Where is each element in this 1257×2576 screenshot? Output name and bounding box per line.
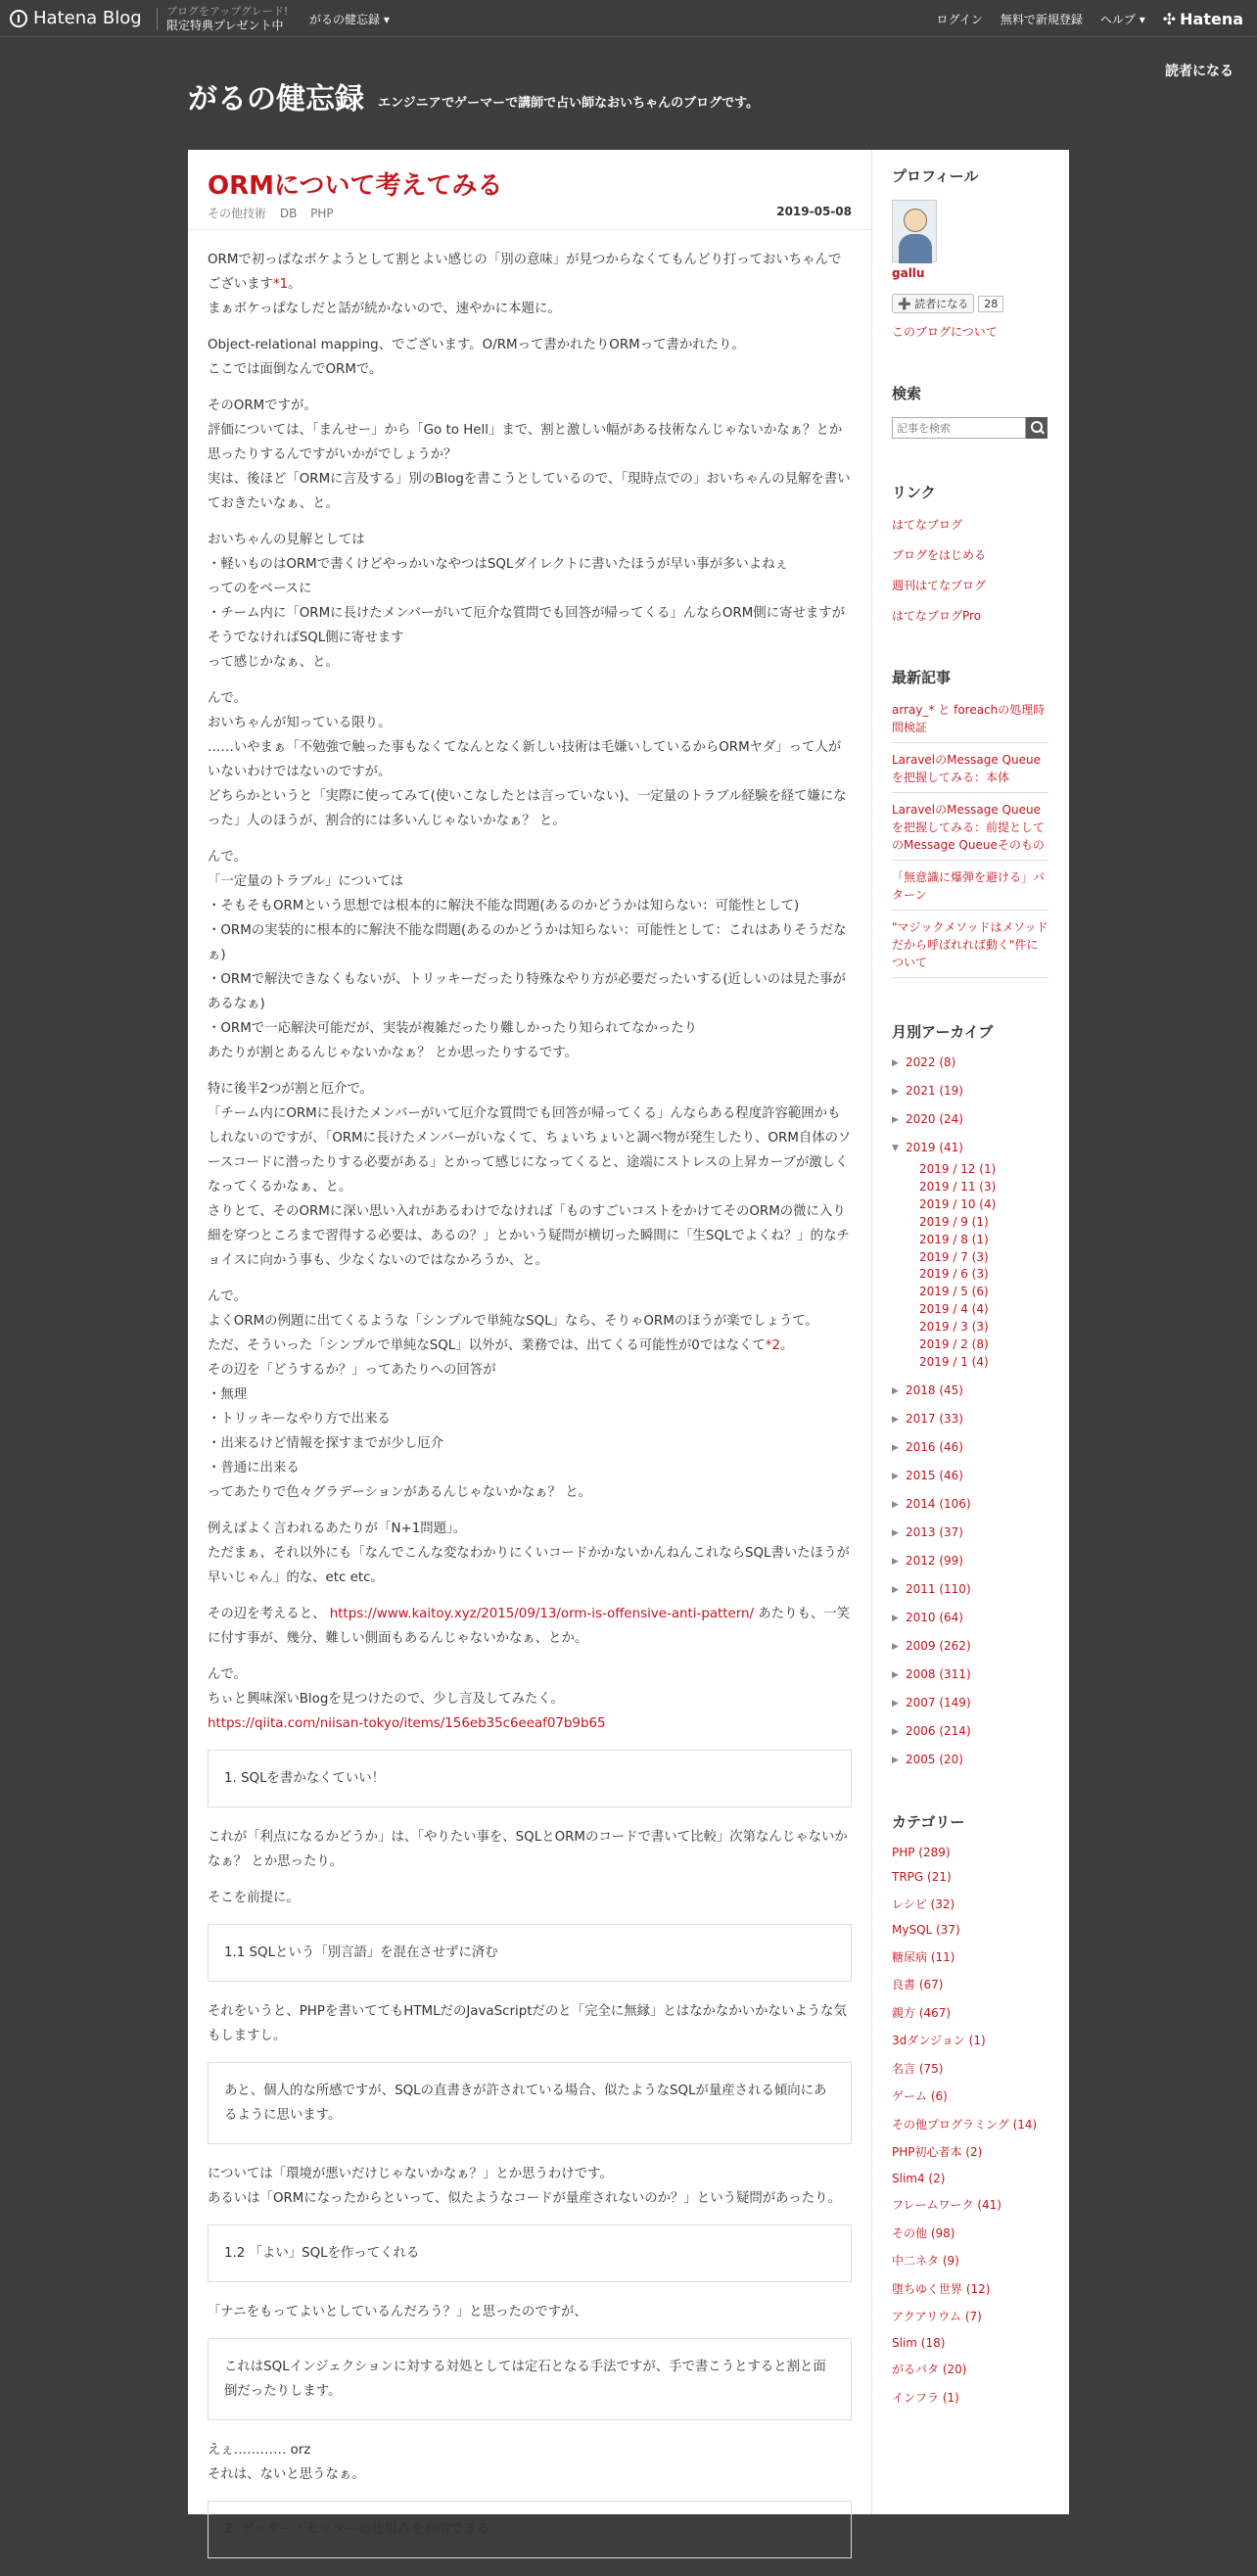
- profile-name[interactable]: gallu: [892, 266, 925, 280]
- external-link-qiita[interactable]: https://qiita.com/niisan-tokyo/items/156eb35c6eeaf07b9b65: [208, 1716, 606, 1731]
- text-line: 特に後半2つが割と厄介で。: [208, 1082, 373, 1097]
- archive-year-label[interactable]: 2018 (45): [906, 1382, 963, 1397]
- category-link[interactable]: 良書 (67): [892, 1978, 944, 1992]
- text-line: 実は、後ほど「ORMに言及する」別のBlogを書こうとしているので、「現時点での」おいちゃんの見解を書いておきたいなぁ、と。: [208, 472, 851, 511]
- text-inline: その辺を考えると、: [208, 1607, 326, 1621]
- expand-triangle-icon[interactable]: ▶: [892, 1613, 899, 1623]
- blog-menu-dropdown[interactable]: がるの健忘録 ▾: [309, 13, 390, 26]
- paragraph: [208, 1886, 852, 1910]
- about-blog-link[interactable]: このブログについて: [892, 325, 998, 339]
- links-title: リンク: [892, 484, 936, 501]
- collapse-triangle-icon[interactable]: ▼: [892, 1144, 899, 1153]
- paragraph: [208, 1663, 852, 1736]
- text-line: それをいうと、PHPを書いててもHTMLだのJavaScriptだのと「完全に無縁」とはなかなかいかないような気もしますし。: [208, 2004, 847, 2043]
- text-line: おいちゃんの見解としては: [208, 533, 365, 547]
- paragraph: [208, 1285, 852, 1505]
- archive-year[interactable]: [892, 1753, 1048, 1768]
- paragraph: [208, 686, 852, 833]
- archive-years-before: [892, 1055, 1048, 1128]
- text-line: Object-relational mapping、でございます。O/RMって書かれたりORMって書かれたり。: [208, 338, 745, 352]
- category-link[interactable]: Slim4 (2): [892, 2171, 946, 2185]
- archive-year[interactable]: [892, 1639, 1048, 1655]
- category-link[interactable]: 糖尿病 (11): [892, 1949, 955, 1964]
- entry-body: [208, 248, 852, 2558]
- upgrade-promo-link[interactable]: [166, 5, 288, 32]
- text-line: どちらかというと「実際に使ってみて(使いこなしたとは言っていない)、一定量のトラブル経験を経て嫌になった」人のほうが、割合的には多いんじゃないかなぁ？ と。: [208, 789, 847, 828]
- expand-triangle-icon[interactable]: ▶: [892, 1385, 899, 1396]
- links-module: [892, 482, 1048, 624]
- signup-link[interactable]: 無料で新規登録: [1000, 13, 1083, 26]
- text-line: んで。: [208, 850, 247, 865]
- expand-triangle-icon[interactable]: ▶: [892, 1755, 899, 1765]
- hatena-home-link[interactable]: [1163, 10, 1243, 28]
- text-line: ・軽いものはORMで書くけどやっかいなやつはSQLダイレクトに書いたほうが早い事が多いよねぇ: [208, 557, 788, 572]
- recent-entry-link[interactable]: LaravelのMessage Queueを把握してみる：前提としてのMessage Queueそのもの: [892, 801, 1048, 861]
- archive-month-link[interactable]: 2019 / 1 (4): [919, 1354, 989, 1369]
- archive-year-label[interactable]: 2014 (106): [906, 1496, 971, 1511]
- paragraph: [208, 1077, 852, 1273]
- archive-year[interactable]: [892, 1667, 1048, 1683]
- text-line: ・出来るけど情報を探すまでが少し厄介: [208, 1436, 444, 1451]
- quote-box: あと、個人的な所感ですが、SQLの直書きが許されている場合、似たようなSQLが量産される傾向にあるように思います。: [208, 2062, 852, 2144]
- search-input[interactable]: [892, 417, 1026, 439]
- text-line: そこを前提に。: [208, 1891, 300, 1905]
- quote-box: 1.2 「よい」SQLを作ってくれる: [208, 2225, 852, 2282]
- text-line: おいちゃんが知っている限り。: [208, 716, 392, 730]
- archive-year-label[interactable]: 2016 (46): [906, 1439, 963, 1454]
- archive-year-label[interactable]: 2022 (8): [906, 1055, 956, 1069]
- text-line: ちぃと興味深いBlogを見つけたので、少し言及してみたく。: [208, 1692, 564, 1707]
- paragraph: [208, 1602, 852, 1651]
- archive-year-label[interactable]: 2010 (64): [906, 1610, 963, 1624]
- category-link[interactable]: その他 (98): [892, 2225, 955, 2240]
- archive-year-label[interactable]: 2015 (46): [906, 1468, 963, 1482]
- category-link[interactable]: フレームワーク (41): [892, 2198, 1001, 2213]
- hatena-label: Hatena: [1180, 10, 1243, 28]
- archive-month-link[interactable]: 2019 / 12 (1): [919, 1162, 997, 1176]
- main-column: [188, 150, 871, 2576]
- external-link-kaitoy[interactable]: https://www.kaitoy.xyz/2015/09/13/orm-is-offensive-anti-pattern/: [329, 1607, 755, 1621]
- text-line: これが「利点になるかどうか」は、「やりたい事を、SQLとORMのコードで書いて比較」次第なんじゃないかなぁ？ とか思ったり。: [208, 1830, 848, 1869]
- recent-list: [892, 701, 1048, 978]
- quote-box: 2. ゲッター・セッターの仕組みを利用できる: [208, 2501, 852, 2558]
- reader-row: [892, 294, 1048, 313]
- text-inline: あたりも、一笑に付す事が、幾分、難しい側面もあるんじゃないかなぁ、とか。: [208, 1607, 851, 1646]
- blog-title[interactable]: がるの健忘録: [188, 82, 364, 117]
- text-line: んで。: [208, 691, 247, 706]
- text-line: 評価については、「まんせー」から「Go to Hell」まで、割と激しい幅がある技術なんじゃないかなぁ？とか思ったりするんですがいかがでしょうか？: [208, 423, 843, 462]
- archive-year[interactable]: [892, 1525, 1048, 1541]
- sidebar: [892, 165, 1048, 2449]
- hatena-blog-logo[interactable]: [10, 8, 142, 28]
- expand-triangle-icon[interactable]: ▶: [892, 1414, 899, 1425]
- text-line: ・ORMで一応解決可能だが、実装が複雑だったり難しかったり知られてなかったり: [208, 1021, 698, 1036]
- archive-month-link[interactable]: 2019 / 9 (1): [919, 1214, 989, 1229]
- profile-title: プロフィール: [892, 167, 979, 185]
- expand-triangle-icon[interactable]: ▶: [892, 1442, 899, 1453]
- text-line: 「チーム内にORMに長けたメンバーがいて厄介な質問でも回答が帰ってくる」んならある程度許容範囲かもしれないのですが、「ORMに長けたメンバーがいなくて、ちょいちょいと調べ物が発生したり、ORM自体のソースコードに潜ったりする必要がある」とかって感じになってくると、途端にストレスの上昇カーブが激しくなってくるかなぁ、と。: [208, 1106, 852, 1194]
- archive-year[interactable]: [892, 1724, 1048, 1740]
- link-item[interactable]: ブログをはじめる: [892, 548, 987, 562]
- expand-triangle-icon[interactable]: ▶: [892, 1471, 899, 1481]
- expand-triangle-icon[interactable]: ▶: [892, 1726, 899, 1737]
- expand-triangle-icon[interactable]: ▶: [892, 1087, 899, 1097]
- entry-title[interactable]: ORMについて考えてみる: [208, 171, 503, 201]
- archive-year-open[interactable]: [892, 1141, 1048, 1156]
- archive-month-link[interactable]: 2019 / 10 (4): [919, 1196, 997, 1211]
- archive-year-label[interactable]: 2009 (262): [906, 1638, 971, 1653]
- header-divider: [157, 8, 158, 29]
- archive-month-link[interactable]: 2019 / 3 (3): [919, 1320, 989, 1335]
- expand-triangle-icon[interactable]: ▶: [892, 1499, 899, 1510]
- text-line: そのORMですが。: [208, 398, 317, 413]
- text-line: さりとて、そのORMに深い思い入れがあるわけでなければ「ものすごいコストをかけてそのORMの微に入り細を穿つところまで習得する必要は、あるの？」とかいう疑問が横切った瞬間に「生SQLでよくね？」的なチョイスに向かう事も、少なくないのではなかろうか、と。: [208, 1204, 850, 1268]
- archive-months: [892, 1161, 1048, 1372]
- entry-category[interactable]: PHP: [310, 207, 334, 220]
- promo-line1: ブログをアップグレード!: [166, 5, 289, 18]
- search-title: 検索: [892, 385, 922, 402]
- footnote-link[interactable]: *1: [272, 277, 289, 292]
- text-line: まぁボケっぱなしだと話が続かないので、速やかに本題に。: [208, 302, 561, 316]
- recent-module: [892, 667, 1048, 978]
- paragraph: [208, 248, 852, 321]
- category-list: [892, 1846, 1048, 2406]
- text-line: については「環境が悪いだけじゃないかなぁ？」とか思うわけです。: [208, 2167, 613, 2181]
- paragraph: [208, 528, 852, 675]
- text-line: ・普通に出来る: [208, 1461, 300, 1475]
- subscriber-count[interactable]: 28: [978, 296, 1003, 312]
- promo-line2: 限定特典プレゼント中: [166, 19, 284, 32]
- text-line: ってのをベースに: [208, 582, 312, 596]
- expand-triangle-icon[interactable]: ▶: [892, 1584, 899, 1595]
- category-link[interactable]: Slim (18): [892, 2335, 946, 2350]
- category-link[interactable]: PHP (289): [892, 1845, 951, 1859]
- archive-year-label[interactable]: 2008 (311): [906, 1666, 971, 1681]
- archive-year-label[interactable]: 2019 (41): [906, 1141, 963, 1154]
- expand-triangle-icon[interactable]: ▶: [892, 1641, 899, 1652]
- archive-year[interactable]: [892, 1084, 1048, 1100]
- category-link[interactable]: ゲーム (6): [892, 2089, 948, 2104]
- text-line: ってあたりで色々グラデーションがあるんじゃないかなぁ？ と。: [208, 1485, 592, 1500]
- text-line: ・そもそもORMという思想では根本的に解決不能な問題(あるのかどうかは知らない：可能性として): [208, 899, 800, 913]
- paragraph: [208, 333, 852, 382]
- category-link[interactable]: インフラ (1): [892, 2390, 959, 2405]
- paragraph: [208, 2438, 852, 2487]
- category-link[interactable]: TRPG (21): [892, 1870, 952, 1885]
- text-line: ・ORMで解決できなくもないが、トリッキーだったり特殊なやり方が必要だったいする(近しいのは見た事があるなぁ): [208, 972, 847, 1011]
- text-line: あるいは「ORMになったからといって、似たようなコードが量産されないのか？」という疑問があったり。: [208, 2191, 841, 2206]
- text-line: んで。: [208, 1667, 247, 1682]
- subscribe-button[interactable]: 読者になる: [1165, 64, 1234, 79]
- archive-year-label[interactable]: 2021 (19): [906, 1084, 963, 1098]
- category-link[interactable]: 名言 (75): [892, 2061, 944, 2076]
- category-module: [892, 1811, 1048, 2406]
- archive-month-link[interactable]: 2019 / 6 (3): [919, 1267, 989, 1282]
- category-link[interactable]: MySQL (37): [892, 1923, 960, 1938]
- content-container: [188, 150, 1069, 2537]
- sidebar-separator: [871, 150, 872, 2514]
- paragraph: [208, 1825, 852, 1874]
- entry-category[interactable]: DB: [279, 207, 298, 220]
- category-link[interactable]: レシピ (32): [892, 1897, 955, 1911]
- hatena-global-header: [0, 0, 1257, 37]
- subscribe-small-button[interactable]: ➕ 読者になる: [892, 294, 974, 313]
- text-line: えぇ………… orz: [208, 2443, 311, 2458]
- text-line: あたりが割とあるんじゃないかなぁ？ とか思ったりするです。: [208, 1046, 578, 1060]
- text-line: その辺を「どうするか？」ってあたりへの回答が: [208, 1363, 496, 1378]
- quote-box: 1. SQLを書かなくていい！: [208, 1750, 852, 1807]
- archive-year[interactable]: [892, 1055, 1048, 1071]
- archive-year-label[interactable]: 2011 (110): [906, 1581, 971, 1596]
- archive-month-link[interactable]: 2019 / 2 (8): [919, 1337, 989, 1352]
- archive-month-link[interactable]: 2019 / 5 (6): [919, 1285, 989, 1299]
- footnote-link[interactable]: *2: [765, 1338, 780, 1353]
- expand-triangle-icon[interactable]: ▶: [892, 1669, 899, 1680]
- text-line: ・チーム内に「ORMに長けたメンバーがいて厄介な質問でも回答が帰ってくる」んならORM側に寄せますがそうでなければSQL側に寄せます: [208, 606, 846, 645]
- help-dropdown[interactable]: ヘルプ ▾: [1099, 13, 1145, 26]
- entry-divider: [188, 229, 871, 230]
- text-line: ただまぁ、それ以外にも「なんでこんな変なわかりにくいコードかかないかんねんこれならSQL書いたほうが早いじゃん」的な、etc etc。: [208, 1546, 850, 1585]
- archive-year[interactable]: [892, 1696, 1048, 1711]
- text-line: ・ORMの実装的に根本的に解決不能な問題(あるのかどうかは知らない：可能性として：これはありそうだなぁ): [208, 923, 847, 962]
- search-form: [892, 417, 1048, 439]
- archive-year[interactable]: [892, 1412, 1048, 1428]
- text-line: 「ナニをもってよいとしているんだろう？」と思ったのですが、: [208, 2305, 587, 2319]
- link-item[interactable]: はてなブログPro: [892, 609, 982, 623]
- expand-triangle-icon[interactable]: ▶: [892, 1556, 899, 1567]
- archive-year[interactable]: [892, 1554, 1048, 1569]
- archive-year[interactable]: [892, 1497, 1048, 1513]
- category-title: カテゴリー: [892, 1812, 965, 1831]
- paragraph: [208, 1517, 852, 1590]
- category-link[interactable]: アクアリウム (7): [892, 2310, 982, 2324]
- category-link[interactable]: PHP初心者本 (2): [892, 2145, 983, 2160]
- expand-triangle-icon[interactable]: ▶: [892, 1058, 899, 1068]
- archive-month-link[interactable]: 2019 / 11 (3): [919, 1179, 997, 1194]
- search-button[interactable]: [1026, 417, 1048, 439]
- hatena-logo-icon: [10, 10, 27, 27]
- archive-month-link[interactable]: 2019 / 7 (3): [919, 1249, 989, 1264]
- paragraph: [208, 1999, 852, 2048]
- archive-year-label[interactable]: 2012 (99): [906, 1553, 963, 1568]
- profile-module: [892, 165, 1048, 340]
- avatar[interactable]: [892, 200, 937, 262]
- recent-entry-link[interactable]: 「無意識に爆弾を避ける」パターン: [892, 868, 1048, 911]
- archive-year[interactable]: [892, 1582, 1048, 1598]
- link-item[interactable]: はてなブログ: [892, 518, 963, 532]
- archive-year-label[interactable]: 2007 (149): [906, 1695, 971, 1710]
- archive-module: [892, 1021, 1048, 1768]
- text-line: それは、ないと思うなぁ。: [208, 2467, 365, 2482]
- hatena-star-icon: ✣: [1162, 10, 1177, 28]
- archive-year[interactable]: [892, 1469, 1048, 1484]
- category-link[interactable]: その他プログラミング (14): [892, 2117, 1038, 2131]
- quote-box: これはSQLインジェクションに対する対処としては定石となる手法ですが、手で書こうとすると割と面倒だったりします。: [208, 2338, 852, 2420]
- link-item[interactable]: 週刊はてなブログ: [892, 579, 987, 592]
- archive-title: 月別アーカイブ: [892, 1023, 994, 1041]
- expand-triangle-icon[interactable]: ▶: [892, 1527, 899, 1538]
- text-line: ・無理: [208, 1387, 248, 1402]
- category-link[interactable]: 親方 (467): [892, 2005, 952, 2020]
- text-line: よくORMの例題に出てくるような「シンプルで単純なSQL」なら、そりゃORMのほうが楽でしょうて。: [208, 1314, 818, 1329]
- archive-year[interactable]: [892, 1440, 1048, 1456]
- category-link[interactable]: 堕ちゆく世界 (12): [892, 2281, 991, 2296]
- paragraph: [208, 845, 852, 1065]
- text-line: ただ、そういった「シンプルで単純なSQL」以外が、業務では、出てくる可能性が0ではなくて*2。: [208, 1338, 794, 1353]
- links-list: [892, 516, 1048, 624]
- quote-box: 1.1 SQLという「別言語」を混在させずに済む: [208, 1924, 852, 1982]
- text-line: ORMで初っぱなボケようとして割とよい感じの「別の意味」が見つからなくてもんどり打っておいちゃんでございます*1。: [208, 253, 842, 292]
- blog-description: エンジニアでゲーマーで講師で占い師なおいちゃんのブログです。: [378, 96, 760, 111]
- text-line: って感じかなぁ、と。: [208, 655, 339, 670]
- entry-meta: [208, 205, 852, 221]
- text-line: 例えばよく言われるあたりが「N+1問題」。: [208, 1522, 467, 1536]
- category-link[interactable]: 中二ネタ (9): [892, 2254, 959, 2269]
- archive-year-label[interactable]: 2020 (24): [906, 1112, 963, 1126]
- paragraph: [208, 394, 852, 516]
- archive-year-label[interactable]: 2005 (20): [906, 1752, 963, 1766]
- archive-year-label[interactable]: 2013 (37): [906, 1524, 963, 1539]
- archive-month-link[interactable]: 2019 / 4 (4): [919, 1302, 989, 1317]
- logo-text: Hatena Blog: [33, 8, 142, 28]
- recent-entry-link[interactable]: array_* と foreachの処理時間検証: [892, 701, 1048, 743]
- archive-years-after: [892, 1383, 1048, 1768]
- archive-year-label[interactable]: 2017 (33): [906, 1411, 963, 1426]
- archive-month-link[interactable]: 2019 / 8 (1): [919, 1232, 989, 1246]
- text-line: ここでは面倒なんでORMで。: [208, 362, 383, 377]
- search-module: [892, 383, 1048, 439]
- paragraph: [208, 2300, 852, 2324]
- category-link[interactable]: がるパタ (20): [892, 2363, 967, 2377]
- category-link[interactable]: 3dダンジョン (1): [892, 2034, 986, 2048]
- text-line: ……いやまぁ「不勉強で触った事もなくてなんとなく新しい技術は毛嫌いしているからORMヤダ」って人がいないわけではないのですが。: [208, 740, 842, 779]
- archive-year-label[interactable]: 2006 (214): [906, 1723, 971, 1738]
- text-line: ・トリッキーなやり方で出来る: [208, 1412, 391, 1427]
- entry-categories: [208, 205, 344, 221]
- header-right-nav: [936, 10, 1243, 28]
- entry-category[interactable]: その他技術: [208, 207, 267, 220]
- expand-triangle-icon[interactable]: ▶: [892, 1115, 899, 1125]
- archive-year[interactable]: [892, 1383, 1048, 1399]
- archive-year[interactable]: [892, 1611, 1048, 1626]
- login-link[interactable]: ログイン: [936, 13, 983, 26]
- text-line: 「一定量のトラブル」については: [208, 874, 404, 889]
- expand-triangle-icon[interactable]: ▶: [892, 1698, 899, 1709]
- paragraph: [208, 2162, 852, 2211]
- text-line: んで。: [208, 1289, 247, 1304]
- recent-entry-link[interactable]: LaravelのMessage Queueを把握してみる：本体: [892, 751, 1048, 793]
- entry-date[interactable]: 2019-05-08: [776, 205, 852, 218]
- recent-title: 最新記事: [892, 669, 952, 686]
- recent-entry-link[interactable]: "マジックメソッドはメソッドだから呼ばれれば動く"件について: [892, 918, 1048, 978]
- archive-year[interactable]: [892, 1112, 1048, 1128]
